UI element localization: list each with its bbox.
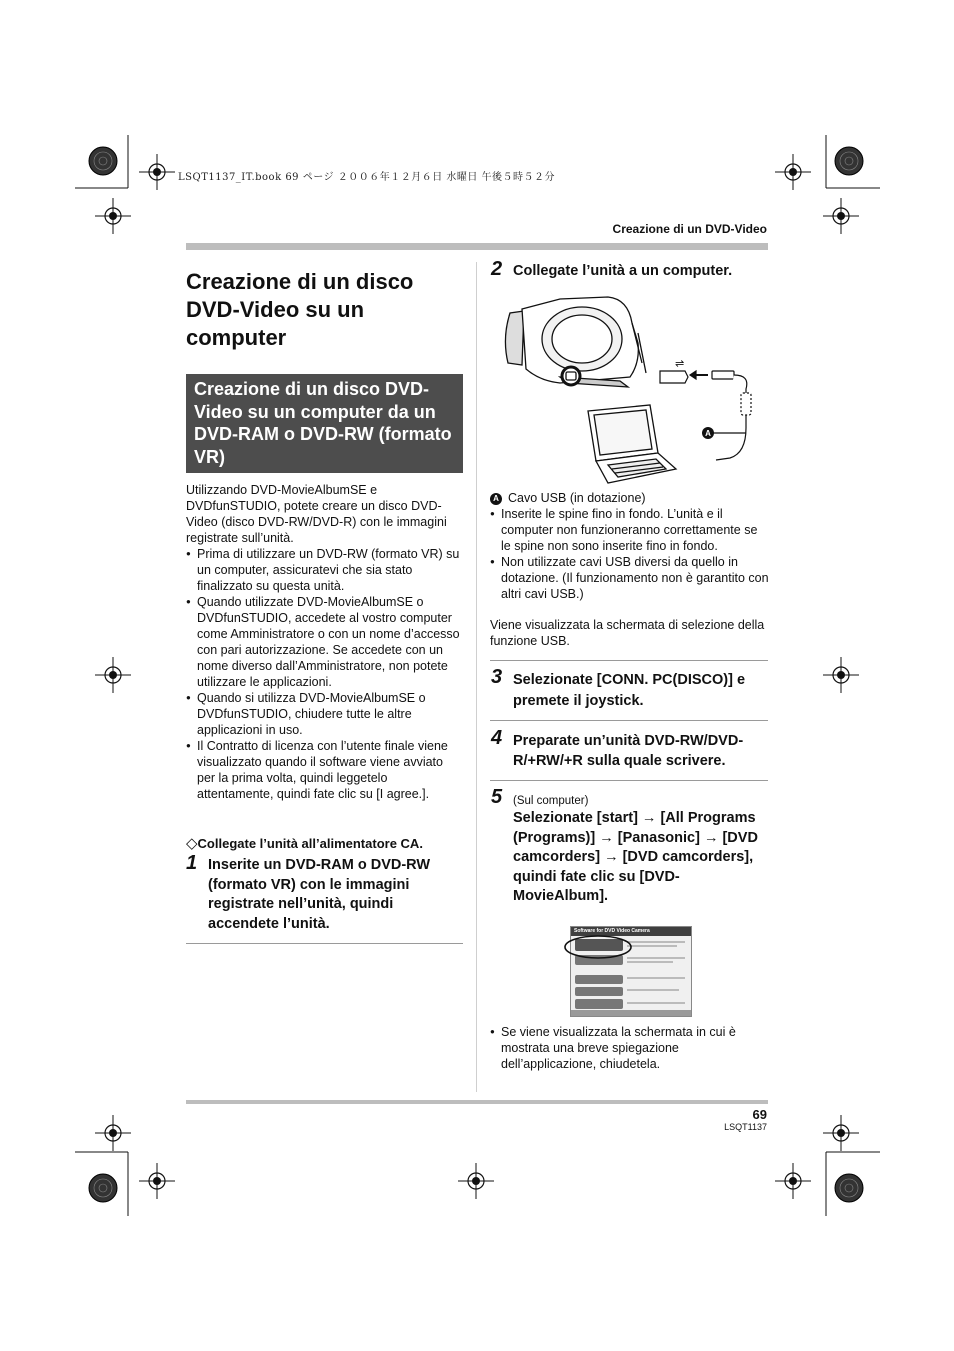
cable-caption — [490, 490, 770, 506]
intro-paragraph: Utilizzando DVD-MovieAlbumSE e DVDfunSTUDIO, potete creare un disco DVD-Video (disco DVD-RW/DVD-R) con le immagini registrate sull’unità. — [186, 483, 447, 545]
preparation-text: Collegate l’unità all’alimentatore CA. — [197, 836, 423, 851]
bottom-rule — [186, 1100, 768, 1104]
step-3-number: 3 — [491, 666, 503, 688]
usb-screen-note: Viene visualizzata la schermata di selezione della funzione USB. — [490, 618, 765, 648]
section-title: Creazione di un DVD-Video — [612, 222, 767, 236]
model-code: LSQT1137 — [724, 1122, 767, 1132]
step-2-rule — [490, 660, 768, 661]
step-5-note: (Sul computer) — [513, 795, 589, 807]
page-title: Creazione di un disco DVD-Video su un computer — [186, 269, 414, 350]
left-bullet-list — [186, 546, 463, 802]
step-2-text: Collegate l’unità a un computer. — [513, 263, 733, 279]
list-item: ● Inserite le spine fino in fondo. L’unità e il computer non funzioneranno correttamente se le spine non sono inserite fino in fondo. — [490, 506, 770, 554]
right-bullet-list — [490, 506, 770, 602]
list-item: ● Prima di utilizzare un DVD-RW (formato VR) su un computer, assicuratevi che sia stato finalizzato su questa unità. — [186, 546, 463, 594]
step-5-number: 5 — [491, 786, 503, 808]
top-rule — [186, 243, 768, 250]
step-4-number: 4 — [491, 727, 503, 749]
camcorder-illustration — [505, 297, 646, 387]
software-window-title: Software for DVD Video Camera — [571, 927, 691, 936]
step-2-number: 2 — [491, 258, 503, 280]
list-item: ● Non utilizzate cavi USB diversi da quello in dotazione. (Il funzionamento non è garantito con altri cavi USB.) — [490, 554, 770, 602]
list-item: ● Il Contratto di licenza con l’utente finale viene visualizzato quando il software viene avviato per la prima volta, quindi leggetelo attentamente, quindi fate clic su [I agree.]. — [186, 738, 463, 802]
page-number: 69 — [752, 1107, 767, 1122]
list-item: ● Quando si utilizza DVD-MovieAlbumSE o DVDfunSTUDIO, chiudere tutte le altre applicazioni in uso. — [186, 690, 463, 738]
diamond-icon: ◇ — [186, 835, 198, 852]
list-item: ● Quando utilizzate DVD-MovieAlbumSE o DVDfunSTUDIO, accedete al vostro computer come Amministratore o con un nome d’accesso con pari autorizzazione. Se accedete con un nome diverso dall’Amministratore, non potete utilizzare le applicazioni. — [186, 594, 463, 690]
cable-caption-text: Cavo USB (in dotazione) — [508, 491, 646, 505]
file-header: LSQT1137_IT.book 69 ページ ２００６年１２月６日 水曜日 午後５時５２分 — [178, 172, 556, 183]
step-1-text: Inserite un DVD-RAM o DVD-RW (formato VR) con le immagini registrate nell’unità, quindi accendete l’unità. — [208, 857, 431, 932]
bottom-bullet-list — [490, 1024, 770, 1072]
step-3-text: Selezionate [CONN. PC(DISCO)] e premete il joystick. — [513, 672, 746, 709]
laptop-illustration — [588, 405, 676, 483]
step-4-rule — [490, 780, 768, 781]
list-item: ● Se viene visualizzata la schermata in cui è mostrata una breve spiegazione dell’applicazione, chiudetela. — [490, 1024, 770, 1072]
highlight-ellipse — [562, 932, 634, 962]
callout-a — [702, 427, 714, 439]
step-5-text: Selezionate [start] → [All Programs (Programs)] → [Panasonic] → [DVD camcorders] → [DVD camcorders], quindi fate clic su [DVD-MovieAlbum]. — [513, 810, 758, 904]
subsection-box: Creazione di un disco DVD-Video su un computer da un DVD-RAM o DVD-RW (formato VR) — [186, 374, 463, 473]
callout-letter: A — [705, 429, 711, 438]
callout-a-icon: A — [490, 493, 502, 505]
connection-diagram — [500, 293, 770, 488]
preparation-note — [186, 834, 466, 852]
column-divider — [476, 262, 477, 1092]
step-1-rule — [186, 943, 463, 944]
step-3-rule — [490, 720, 768, 721]
step-4-text: Preparate un’unità DVD-RW/DVD-R/+RW/+R sulla quale scrivere. — [513, 733, 744, 769]
svg-text:⇌: ⇌ — [675, 357, 685, 370]
step-1-number: 1 — [186, 852, 198, 874]
